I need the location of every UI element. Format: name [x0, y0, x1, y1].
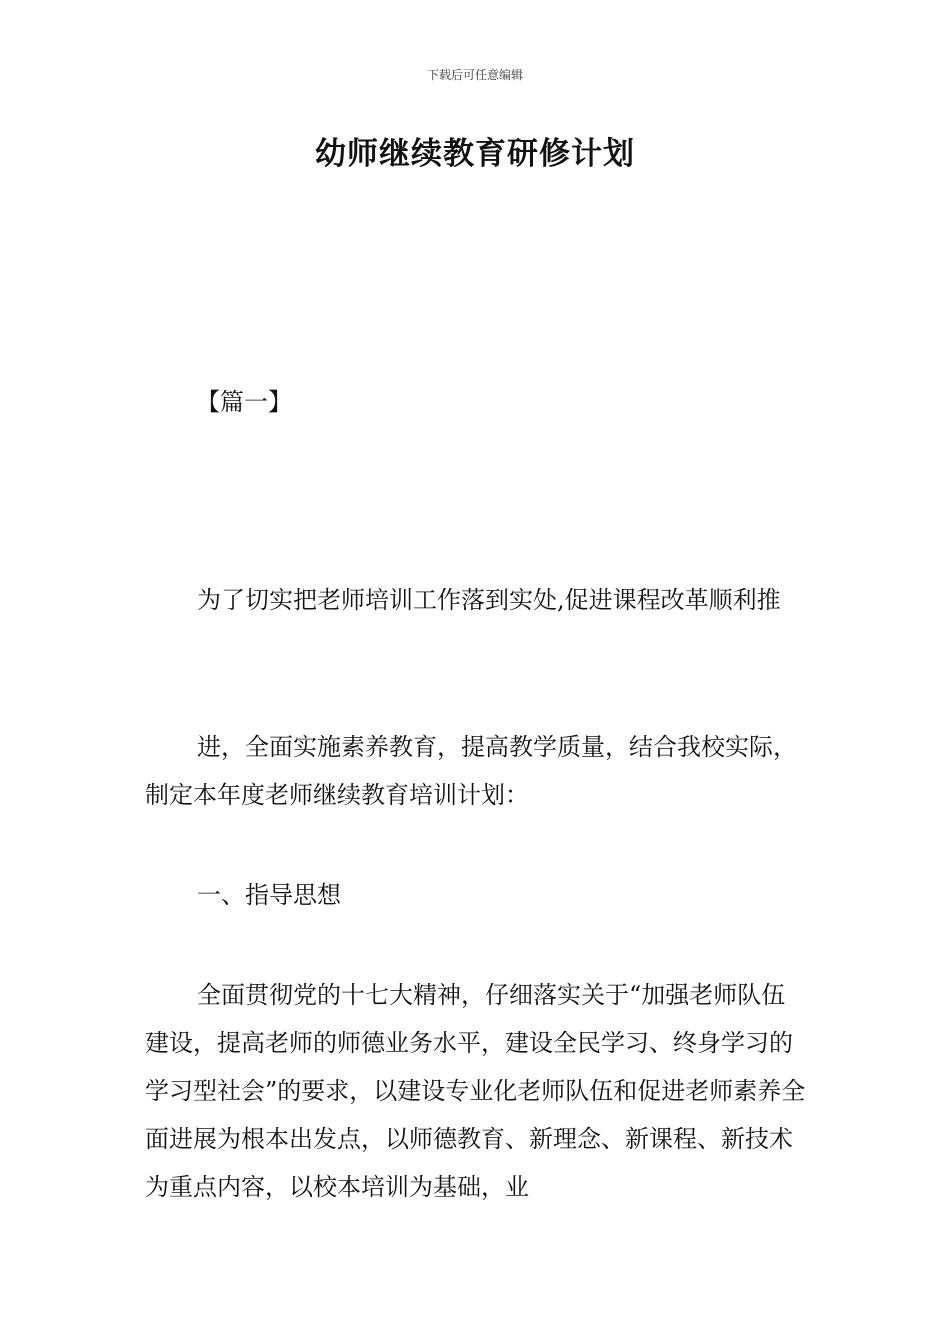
section-label: 【篇一】 [196, 388, 292, 416]
page-header-note: 下载后可任意编辑 [426, 68, 523, 82]
heading-guiding-ideology: 一、指导思想 [197, 881, 341, 909]
paragraph-1: 为了切实把老师培训工作落到实处,促进课程改革顺利推 [197, 586, 781, 614]
paragraph-2: 进，全面实施素养教育，提高教学质量，结合我校实际，制定本年度老师继续教育培训计划： [145, 733, 797, 809]
paragraph-3: 全面贯彻党的十七大精神，仔细落实关于“加强老师队伍建设，提高老师的师德业务水平，建设全民学习、终身学习的学习型社会”的要求，以建设专业化老师队伍和促进老师素养全面进展为根本出发点，以师德教育、新理念、新课程、新技术为重点内容，以校本培训为基础，业 [145, 981, 806, 1201]
document-title: 幼师继续教育研修计划 [315, 136, 635, 172]
